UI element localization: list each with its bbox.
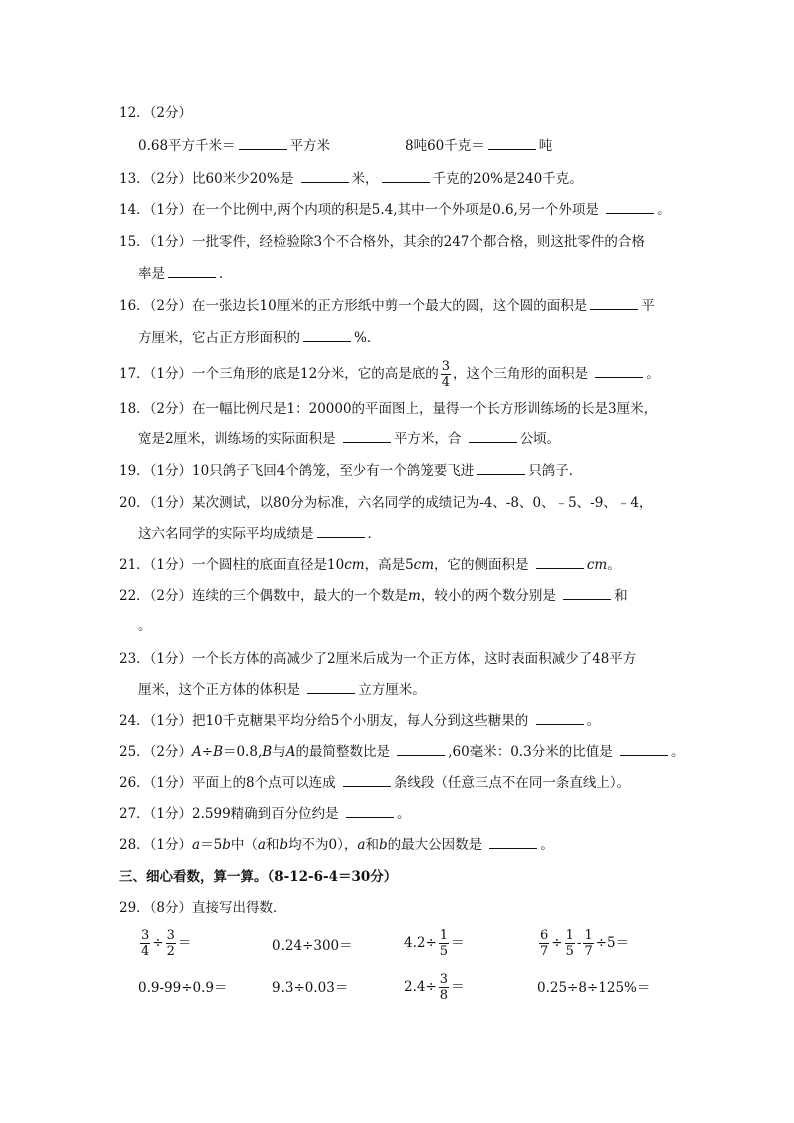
- calc-2: 0.24÷300＝: [272, 938, 353, 954]
- question-21: [119, 556, 621, 574]
- q21-unit-2: cm: [413, 557, 435, 573]
- q12-b-text: 8吨60千克＝: [405, 138, 485, 154]
- q28-text-g: 的最大公因数是: [387, 837, 487, 853]
- q28-blank[interactable]: [489, 836, 537, 849]
- q13-blank-2[interactable]: [382, 170, 430, 183]
- calc-7: [404, 972, 465, 1003]
- calc-1-num-1: 3: [141, 928, 150, 943]
- calc-4-post: ÷5＝: [595, 935, 630, 951]
- calc-7-num: 3: [439, 972, 449, 987]
- calc-3: [404, 928, 465, 959]
- q25-var-b: B: [213, 744, 224, 760]
- q12-b-unit: 吨: [538, 138, 553, 154]
- q18-blank-1[interactable]: [343, 430, 391, 443]
- calc-4-den-1: 7: [540, 944, 549, 959]
- q17-fraction-numerator: 3: [441, 359, 450, 374]
- q12-header: 12．（2分）: [119, 105, 193, 121]
- q28-text-d: 和: [265, 837, 280, 853]
- q14-text-a: 14．（1分）在一个比例中,两个内项的积是5.4,其中一个外项是0.6,另一个外项是: [119, 202, 604, 218]
- q28-var-a: a: [192, 837, 201, 853]
- calc-3-eq: ＝: [451, 935, 465, 951]
- q21-text-a: 21．（1分）一个圆柱的底面直径是10: [119, 557, 345, 573]
- question-24: [119, 712, 600, 730]
- q12-part-a: [138, 137, 330, 155]
- q25-blank-2[interactable]: [620, 743, 668, 756]
- calc-1-eq: ＝: [177, 935, 192, 951]
- q17-fraction: [441, 359, 451, 390]
- q16-text-d: %．: [354, 330, 381, 346]
- question-17: [119, 359, 660, 390]
- calc-6: 9.3÷0.03＝: [272, 980, 349, 996]
- q21-blank[interactable]: [536, 556, 584, 569]
- q12-a-blank[interactable]: [239, 137, 287, 150]
- q17-blank[interactable]: [595, 365, 643, 378]
- section-3-heading: 三、细心看数，算一算。（8-12-6-4＝30分）: [119, 869, 398, 885]
- calc-1-frac-2: [166, 928, 176, 959]
- q23-text-c: 立方厘米。: [358, 682, 426, 698]
- question-23-line1: 23．（1分）一个长方体的高减少了2厘米后成为一个正方体，这时表面积减少了48平方: [119, 651, 637, 667]
- q25-text-c: 与: [272, 744, 286, 760]
- question-13: [119, 170, 583, 188]
- q28-text-b: ＝5: [200, 837, 223, 853]
- q16-blank-2[interactable]: [303, 329, 351, 342]
- q22-text-c: 和: [614, 588, 628, 604]
- q19-text-b: 只鸽子．: [528, 463, 583, 479]
- q22-text-a: 22．（2分）连续的三个偶数中，最大的一个数是: [119, 588, 409, 604]
- q13-text-c: 千克的20%是240千克。: [432, 171, 583, 187]
- question-19: [119, 462, 582, 480]
- calc-1-num-2: 3: [166, 928, 175, 943]
- q12-b-blank[interactable]: [488, 137, 536, 150]
- q28-var-a2: a: [257, 837, 266, 853]
- q17-text-a: 17．（1分）一个三角形的底是12分米，它的高是底的: [119, 366, 439, 382]
- q25-text-a: 25．（2分）: [119, 744, 193, 760]
- q26-text-b: 条线段（任意三点不在同一条直线上）。: [393, 775, 631, 791]
- q19-blank[interactable]: [477, 462, 525, 475]
- question-20-line2: [138, 525, 381, 543]
- q27-blank[interactable]: [346, 805, 394, 818]
- question-23-line2: [138, 681, 426, 699]
- q26-blank[interactable]: [343, 774, 391, 787]
- q27-text-a: 27．（1分）2.599精确到百分位约是: [119, 806, 343, 822]
- q21-text-d: 。: [607, 557, 621, 573]
- question-15-line1: 15．（1分）一批零件，经检验除3个不合格外，其余的247个都合格，则这批零件的合格: [119, 234, 645, 250]
- q22-text-d: 。: [138, 618, 152, 634]
- q12-a-text: 0.68平方千米＝: [138, 138, 236, 154]
- question-25: [119, 743, 684, 761]
- q18-blank-2[interactable]: [469, 430, 517, 443]
- q25-text-b: ＝0.8,: [223, 744, 263, 760]
- q20-text-b: 这六名同学的实际平均成绩是: [138, 526, 314, 542]
- question-14: [119, 201, 671, 219]
- q28-text-a: 28．（1分）: [119, 837, 193, 853]
- q24-blank[interactable]: [536, 712, 584, 725]
- calc-7-eq: ＝: [451, 979, 465, 995]
- q28-text-c: 中（: [230, 837, 258, 853]
- q18-text-d: 公顷。: [519, 431, 561, 447]
- q15-blank[interactable]: [168, 265, 216, 278]
- q18-text-c: 平方米，合: [393, 431, 466, 447]
- q23-blank[interactable]: [307, 681, 355, 694]
- calc-5: 0.9-99÷0.9＝: [138, 980, 228, 996]
- q25-text-e: ,60毫米：0.3分米的比值是: [448, 744, 617, 760]
- q28-var-b2: b: [279, 837, 289, 853]
- q21-text-c: ，它的侧面积是: [434, 557, 533, 573]
- q24-text-b: 。: [586, 713, 601, 729]
- calc-3-num: 1: [439, 928, 449, 943]
- calc-8: 0.25÷8÷125%＝: [537, 980, 651, 996]
- q16-blank-1[interactable]: [590, 297, 638, 310]
- question-18-line1: 18．（2分）在一幅比例尺是1：20000的平面图上，量得一个长方形训练场的长是3厘米，: [119, 401, 658, 417]
- q17-text-b: ，这个三角形的面积是: [452, 366, 593, 382]
- q26-text-a: 26．（1分）平面上的8个点可以连成: [119, 775, 340, 791]
- question-26: [119, 774, 630, 792]
- calc-4-den-2: 5: [565, 944, 574, 959]
- question-16-line1: [119, 297, 655, 315]
- q16-text-a: 16．（2分）在一张边长10厘米的正方形纸中剪一个最大的圆，这个圆的面积是: [119, 298, 588, 314]
- question-27: [119, 805, 410, 823]
- calc-4: [537, 928, 629, 959]
- calc-3-frac: [439, 928, 449, 959]
- q18-text-b: 宽是2厘米，训练场的实际面积是: [138, 431, 340, 447]
- q22-text-b: ，较小的两个数分别是: [420, 588, 561, 604]
- calc-1-den-1: 4: [141, 944, 150, 959]
- q16-text-b: 平: [641, 298, 655, 314]
- q25-var-a2: A: [285, 744, 296, 760]
- q13-text-a: 13．（2分）比60米少20%是: [119, 171, 298, 187]
- question-29-header: 29．（8分）直接写出得数．: [119, 900, 287, 916]
- question-28: [119, 836, 554, 854]
- calc-3-den: 5: [439, 944, 449, 959]
- q28-var-b: b: [222, 837, 231, 853]
- q20-text-c: ．: [367, 526, 381, 542]
- q22-variable-m: m: [408, 588, 421, 604]
- calc-7-frac: [439, 972, 449, 1003]
- q25-text-d: 的最简整数比是: [295, 744, 395, 760]
- calc-4-num-1: 6: [540, 928, 549, 943]
- q23-text-b: 厘米，这个正方体的体积是: [138, 682, 305, 698]
- q14-blank[interactable]: [606, 201, 654, 214]
- question-22-line2: [138, 617, 152, 635]
- q17-text-c: 。: [646, 366, 660, 382]
- q21-unit-3: cm: [586, 557, 608, 573]
- calc-4-op-1: ÷: [551, 935, 563, 951]
- calc-3-pre: 4.2÷: [404, 935, 437, 951]
- calc-7-den: 8: [439, 988, 449, 1003]
- q28-text-h: 。: [540, 837, 554, 853]
- q15-text-b: 率是: [138, 266, 165, 282]
- q28-var-a3: a: [357, 837, 366, 853]
- calc-4-num-3: 1: [584, 928, 593, 943]
- q12-part-b: [405, 137, 552, 155]
- calc-1: [138, 928, 191, 959]
- q28-text-e: 均不为0），: [288, 837, 358, 853]
- calc-1-op: ÷: [152, 935, 164, 951]
- q21-text-b: ，高是5: [364, 557, 414, 573]
- question-18-line2: [138, 430, 560, 448]
- calc-1-den-2: 2: [166, 944, 175, 959]
- calc-1-frac-1: [140, 928, 150, 959]
- q13-blank-1[interactable]: [301, 170, 349, 183]
- q19-text-a: 19．（1分）10只鸽子飞回4个鸽笼，至少有一个鸽笼要飞进: [119, 463, 475, 479]
- question-16-line2: [138, 329, 380, 347]
- q25-blank-1[interactable]: [397, 743, 445, 756]
- calc-4-frac-2: [565, 928, 575, 959]
- calc-4-op-2: -: [576, 935, 582, 951]
- question-20-line1: 20．（1分）某次测试，以80分为标准，六名同学的成绩记为-4、-8、0、﹣5、-9、﹣4，: [119, 495, 653, 511]
- q20-blank[interactable]: [317, 525, 365, 538]
- calc-4-num-2: 1: [565, 928, 574, 943]
- q27-text-b: 。: [396, 806, 411, 822]
- q25-var-a: A: [192, 744, 202, 760]
- q12-a-unit: 平方米: [289, 138, 331, 154]
- q25-text-f: 。: [670, 744, 685, 760]
- q16-text-c: 方厘米，它占正方形面积的: [138, 330, 300, 346]
- q22-blank-1[interactable]: [563, 587, 611, 600]
- question-22-line1: [119, 587, 628, 605]
- q13-text-b: 米，: [351, 171, 379, 187]
- question-15-line2: [138, 265, 233, 283]
- q24-text-a: 24．（1分）把10千克糖果平均分给5个小朋友，每人分到这些糖果的: [119, 713, 533, 729]
- q25-var-b2: B: [262, 744, 273, 760]
- calc-7-pre: 2.4÷: [404, 979, 437, 995]
- q21-unit-1: cm: [344, 557, 365, 573]
- q14-text-b: 。: [657, 202, 671, 218]
- calc-4-frac-3: [583, 928, 593, 959]
- calc-4-frac-1: [539, 928, 549, 959]
- q28-var-b3: b: [378, 837, 388, 853]
- q17-fraction-denominator: 4: [441, 375, 450, 390]
- calc-4-den-3: 7: [584, 944, 593, 959]
- q25-divide: ÷: [201, 744, 214, 760]
- q15-text-c: ．: [219, 266, 233, 282]
- q28-text-f: 和: [365, 837, 379, 853]
